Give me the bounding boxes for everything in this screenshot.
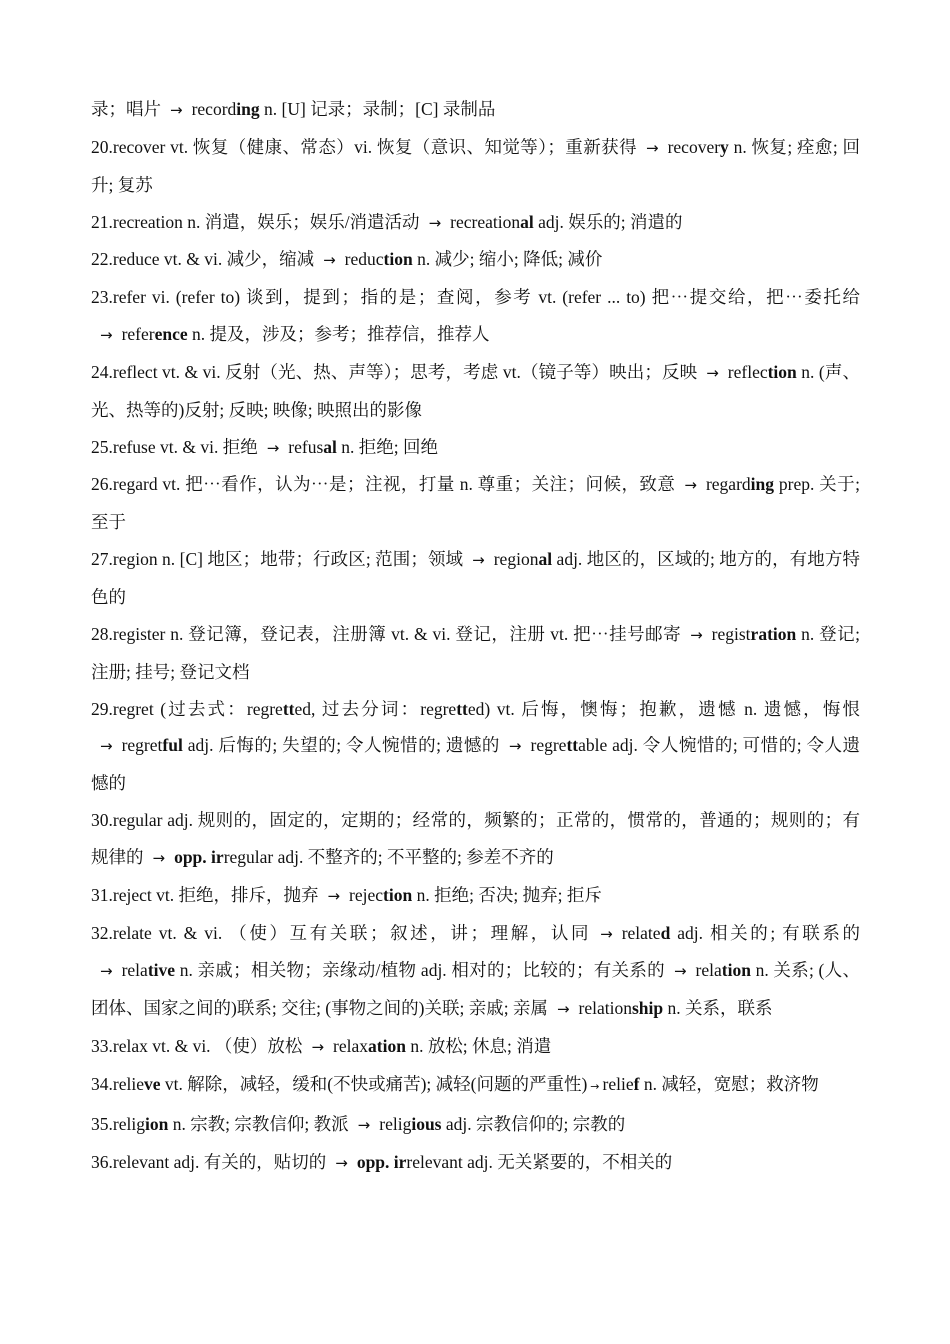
bold-suffix: tion	[383, 884, 413, 905]
vocab-entry	[91, 691, 860, 803]
vocab-entry	[91, 802, 860, 877]
entry-text: ed, 过去分词：regre	[294, 698, 457, 719]
entry-text: regist	[711, 623, 751, 644]
entry-text: relation	[578, 998, 632, 1019]
bold-suffix: ration	[750, 623, 797, 644]
entry-text: record	[191, 99, 237, 119]
entry-text: regard	[705, 474, 751, 495]
vocab-entry	[91, 915, 860, 1029]
entry-text: reflec	[727, 361, 768, 382]
entry-text: 23.refer vi. (refer to) 谈到，提到；指的是；查阅，参考 vt. (refer ... to) 把⋯提交给，把⋯委托给	[91, 287, 860, 308]
arrow-icon: →	[472, 551, 485, 570]
arrow-icon: →	[335, 1153, 348, 1172]
entry-text: region	[493, 549, 539, 570]
bold-suffix: tion	[721, 960, 751, 981]
bold-suffix: al	[520, 211, 534, 232]
bold-suffix: tt	[456, 698, 468, 719]
bold-suffix: ation	[368, 1036, 406, 1057]
entry-text: 27.region n. [C] 地区；地带；行政区; 范围；领域	[91, 549, 464, 570]
entry-text: prep. 关于; 至于	[91, 474, 860, 533]
vocab-entry	[91, 616, 860, 691]
entry-text: adj. 后悔的; 失望的; 令人惋惜的; 遗憾的	[182, 735, 500, 756]
vocab-entry	[91, 91, 860, 129]
vocab-entry	[91, 129, 860, 204]
entry-text: n. 减轻，宽慰；救济物	[639, 1073, 819, 1094]
vocab-entry	[91, 1028, 860, 1066]
entry-text: adj. 娱乐的; 消遣的	[533, 211, 683, 232]
bold-suffix: ion	[144, 1113, 169, 1134]
entry-text: relax	[333, 1036, 368, 1057]
arrow-icon: →	[357, 1115, 371, 1134]
entry-text: 34.relie	[91, 1073, 144, 1094]
bold-suffix: ing	[236, 99, 260, 119]
entry-text: 录；唱片	[91, 99, 161, 119]
bold-suffix: ence	[154, 324, 188, 345]
entry-text: 26.regard vt. 把⋯看作，认为⋯是；注视，打量 n. 尊重；关注；问候，致意	[91, 474, 676, 495]
entry-text: 21.recreation n. 消遣，娱乐；娱乐/消遣活动	[91, 211, 420, 232]
arrow-icon: →	[673, 962, 687, 981]
entry-text: regre	[530, 735, 567, 756]
arrow-icon: →	[266, 438, 280, 457]
bold-suffix: al	[323, 436, 337, 457]
arrow-icon: →	[590, 1079, 600, 1093]
entry-text: 30.regular adj. 规则的，固定的，定期的；经常的，频繁的；正常的，惯常的，普通的；规则的；有规律的	[91, 810, 860, 867]
entry-text: 29.regret (过去式：regre	[91, 698, 283, 719]
arrow-icon: →	[100, 962, 113, 981]
bold-suffix: tion	[383, 249, 413, 270]
entry-text: n. 拒绝; 否决; 抛弃; 拒斥	[412, 884, 602, 905]
entry-text: adj. 地区的，区域的; 地方的，有地方特色的	[91, 549, 860, 607]
entry-text: n. 拒绝; 回绝	[336, 436, 439, 457]
entry-text: relevant adj. 无关紧要的，不相关的	[406, 1151, 673, 1172]
bold-suffix: tt	[282, 698, 295, 719]
entry-text: n. 减少; 缩小; 降低; 减价	[412, 249, 603, 270]
entry-text: 31.reject vt. 拒绝，排斥，抛弃	[91, 884, 319, 905]
bold-suffix: ing	[750, 474, 775, 495]
arrow-icon: →	[170, 101, 183, 119]
entry-text: adj. 宗教信仰的; 宗教的	[441, 1113, 626, 1134]
entry-text: relate	[621, 922, 661, 943]
arrow-icon: →	[152, 848, 166, 867]
entry-text: relie	[602, 1073, 634, 1094]
arrow-icon: →	[311, 1038, 325, 1057]
entry-text: rela	[121, 960, 148, 981]
bold-suffix: opp. ir	[356, 1151, 407, 1172]
entry-text: n. 提及，涉及；参考；推荐信，推荐人	[187, 324, 490, 345]
entry-text: relig	[379, 1113, 412, 1134]
entry-text: recover	[667, 136, 721, 157]
bold-suffix: tt	[566, 735, 579, 756]
bold-suffix: ve	[143, 1073, 161, 1094]
bold-suffix: al	[538, 549, 553, 570]
arrow-icon: →	[100, 326, 113, 345]
entry-text: 22.reduce vt. & vi. 减少，缩减	[91, 249, 315, 270]
entry-text: able adj. 令人惋惜的; 可惜的; 令人遗憾的	[91, 735, 861, 794]
entry-text: n. 亲戚；相关物；亲缘动/植物 adj. 相对的；比较的；有关系的	[175, 960, 665, 981]
entry-text: 28.register n. 登记簿，登记表，注册簿 vt. & vi. 登记，注册 vt. 把⋯挂号邮寄	[91, 623, 682, 644]
arrow-icon: →	[428, 213, 442, 232]
entry-text: 35.relig	[91, 1113, 145, 1134]
entry-text: 33.relax vt. & vi. （使）放松	[91, 1036, 303, 1057]
bold-suffix: tion	[767, 361, 797, 382]
arrow-icon: →	[690, 625, 703, 644]
vocab-entry	[91, 279, 860, 354]
entry-text: 25.refuse vt. & vi. 拒绝	[91, 436, 258, 457]
entry-text: 36.relevant adj. 有关的，贴切的	[91, 1151, 327, 1172]
entry-text: rejec	[349, 884, 384, 905]
entry-text: n. 关系; (人、团体、国家之间的)联系; 交往; (事物之间的)关联; 亲戚; 亲属	[91, 960, 860, 1019]
arrow-icon: →	[684, 476, 697, 495]
entry-text: 24.reflect vt. & vi. 反射（光、热、声等）；思考，考虑 vt.（镜子等）映出；反映	[91, 361, 698, 382]
entry-text: n. 关系，联系	[663, 998, 773, 1019]
bold-suffix: ful	[162, 735, 183, 756]
arrow-icon: →	[706, 363, 719, 382]
bold-suffix: tive	[147, 960, 176, 981]
arrow-icon: →	[327, 886, 341, 905]
entry-text: refus	[288, 436, 324, 457]
entry-text: reduc	[344, 249, 384, 270]
bold-suffix: ious	[411, 1113, 442, 1134]
entry-text: ed) vt. 后悔，懊悔；抱歉，遗憾 n. 遗憾，悔恨	[467, 698, 860, 719]
entry-text: regret	[121, 735, 163, 756]
bold-suffix: f	[633, 1073, 640, 1094]
entry-text: refer	[121, 324, 155, 345]
entry-text: n. 宗教; 宗教信仰; 教派	[168, 1113, 349, 1134]
entry-text: n. 放松; 休息; 消遣	[405, 1036, 552, 1057]
entry-text: adj. 相关的; 有联系的	[670, 922, 860, 943]
entry-text: rela	[695, 960, 722, 981]
vocab-entry	[91, 877, 860, 915]
bold-suffix: opp. ir	[174, 846, 224, 867]
vocab-entry	[91, 541, 860, 616]
entry-text: n. [U] 记录；录制；[C] 录制品	[259, 99, 496, 119]
arrow-icon: →	[600, 924, 613, 943]
arrow-icon: →	[556, 1000, 570, 1019]
entry-text: regular adj. 不整齐的; 不平整的; 参差不齐的	[223, 846, 554, 867]
entry-text: n. (声、光、热等的)反射; 反映; 映像; 映照出的影像	[91, 361, 860, 420]
bold-suffix: y	[720, 136, 729, 157]
entry-text: 32.relate vt. & vi. （使）互有关联；叙述，讲；理解，认同	[91, 922, 592, 943]
vocab-entry	[91, 429, 860, 467]
arrow-icon: →	[323, 251, 336, 270]
vocab-entry	[91, 1144, 860, 1182]
vocab-entry	[91, 1066, 860, 1106]
vocab-entry	[91, 241, 860, 279]
vocab-entry	[91, 204, 860, 242]
arrow-icon: →	[646, 138, 659, 157]
arrow-icon: →	[100, 737, 113, 756]
entry-text: recreation	[450, 211, 521, 232]
bold-suffix: ship	[631, 998, 664, 1019]
entry-text: n. 登记; 注册; 挂号; 登记文档	[91, 623, 860, 682]
arrow-icon: →	[508, 737, 522, 756]
bold-suffix: d	[660, 922, 671, 943]
vocab-entry	[91, 466, 860, 541]
vocab-entry	[91, 354, 860, 429]
entry-text: vt. 解除，减轻，缓和(不快或痛苦); 减轻(问题的严重性)	[160, 1073, 588, 1094]
vocab-entry	[91, 1106, 860, 1144]
entry-text: 20.recover vt. 恢复（健康、常态）vi. 恢复（意识、知觉等）；重新获得	[91, 136, 637, 157]
entry-text: n. 恢复; 痊愈; 回升; 复苏	[91, 136, 860, 195]
